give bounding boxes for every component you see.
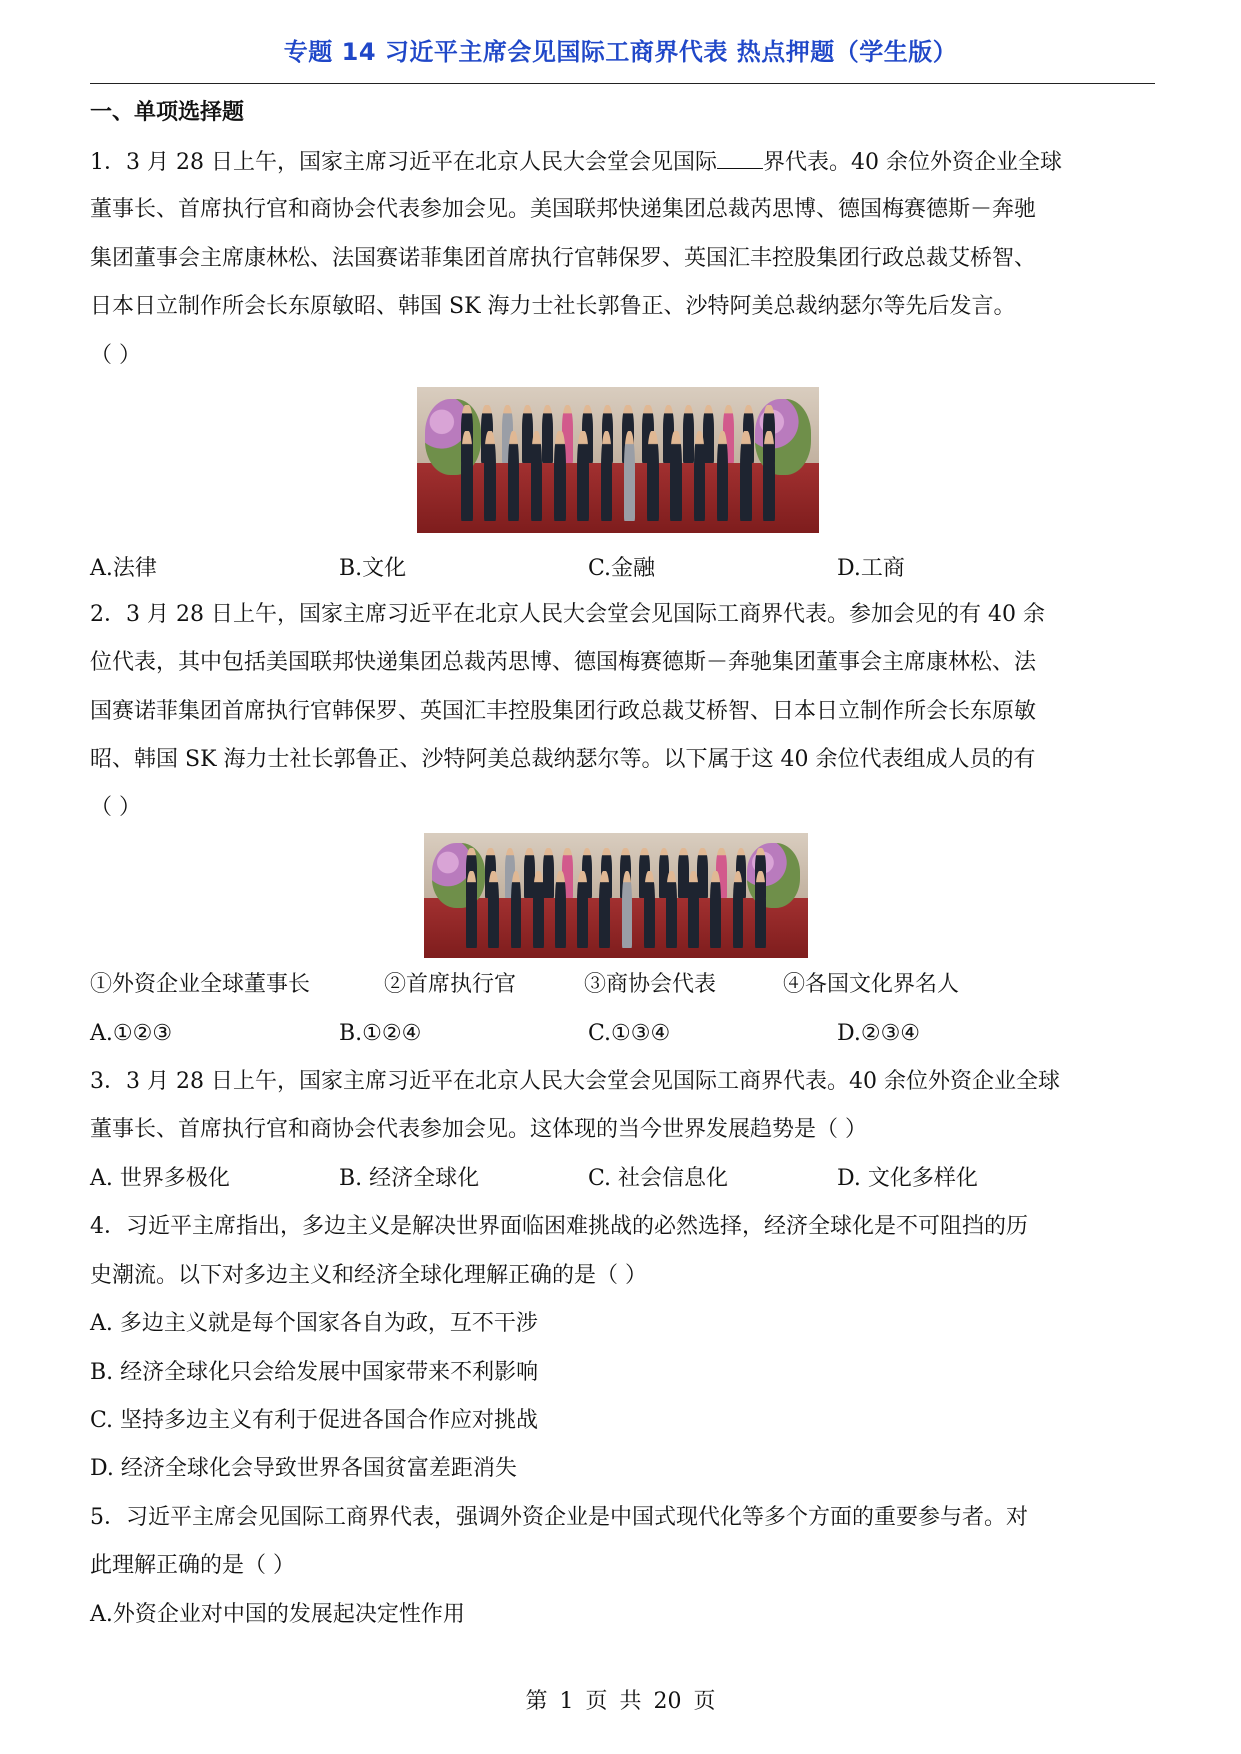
q2-option-a: A.①②③	[90, 1021, 173, 1046]
q2-statement-2: ②首席执行官	[384, 972, 517, 997]
total-page-number: 20	[653, 1689, 682, 1714]
header-divider	[90, 83, 1155, 84]
q5-line-1: 5．习近平主席会见国际工商界代表，强调外资企业是中国式现代化等多个方面的重要参与者。对	[90, 1505, 1029, 1530]
section-title: 一、单项选择题	[90, 100, 245, 125]
q5-line-2: 此理解正确的是（ ）	[90, 1553, 295, 1578]
q2-line-3: 国赛诺菲集团首席执行官韩保罗、英国汇丰控股集团行政总裁艾桥智、日本日立制作所会长东原敏	[90, 699, 1037, 724]
q2-statement-3: ③商协会代表	[584, 972, 717, 997]
q2-answer-bracket: （ ）	[90, 795, 141, 820]
q1-line-4: 日本日立制作所会长东原敏昭、韩国 SK 海力士社长郭鲁正、沙特阿美总裁纳瑟尔等先后发言。	[90, 294, 1016, 319]
q1-option-a: A.法律	[90, 556, 157, 581]
q1-fill-blank	[717, 146, 763, 169]
q2-option-b: B.①②④	[339, 1021, 422, 1046]
current-page-number: 1	[559, 1689, 574, 1714]
q1-option-d: D.工商	[837, 556, 905, 581]
q2-option-c: C.①③④	[588, 1021, 671, 1046]
q2-option-d: D.②③④	[837, 1021, 921, 1046]
q2-line-4: 昭、韩国 SK 海力士社长郭鲁正、沙特阿美总裁纳瑟尔等。以下属于这 40 余位代表组成人员的有	[90, 747, 1036, 772]
q4-option-d: D. 经济全球化会导致世界各国贫富差距消失	[90, 1456, 517, 1481]
q2-line-2: 位代表，其中包括美国联邦快递集团总裁芮思博、德国梅赛德斯－奔驰集团董事会主席康林松、法	[90, 650, 1037, 675]
q5-option-a: A.外资企业对中国的发展起决定性作用	[90, 1602, 465, 1627]
page-header-title: 专题 14 习近平主席会见国际工商界代表 热点押题（学生版）	[283, 38, 958, 66]
q3-line-1: 3．3 月 28 日上午，国家主席习近平在北京人民大会堂会见国际工商界代表。40 余位外资企业全球	[90, 1069, 1060, 1094]
q3-option-a: A. 世界多极化	[90, 1166, 230, 1191]
q1-option-c: C.金融	[588, 556, 656, 581]
q2-statement-1: ①外资企业全球董事长	[90, 972, 311, 997]
q1-line-2: 董事长、首席执行官和商协会代表参加会见。美国联邦快递集团总裁芮思博、德国梅赛德斯－奔驰	[90, 197, 1037, 222]
q3-line-2: 董事长、首席执行官和商协会代表参加会见。这体现的当今世界发展趋势是（ ）	[90, 1117, 867, 1142]
q4-line-1: 4．习近平主席指出，多边主义是解决世界面临困难挑战的必然选择，经济全球化是不可阻挡的历	[90, 1214, 1029, 1239]
q3-option-d: D. 文化多样化	[837, 1166, 978, 1191]
q1-line-1: 1．3 月 28 日上午，国家主席习近平在北京人民大会堂会见国际 界代表。40 余位外资企业全球	[90, 146, 1062, 179]
q3-option-c: C. 社会信息化	[588, 1166, 729, 1191]
q1-option-b: B.文化	[339, 556, 407, 581]
q2-line-1: 2．3 月 28 日上午，国家主席习近平在北京人民大会堂会见国际工商界代表。参加会见的有 40 余	[90, 602, 1045, 627]
q4-option-a: A. 多边主义就是每个国家各自为政，互不干涉	[90, 1311, 538, 1336]
q1-line-3: 集团董事会主席康林松、法国赛诺菲集团首席执行官韩保罗、英国汇丰控股集团行政总裁艾桥智、	[90, 246, 1037, 271]
q4-line-2: 史潮流。以下对多边主义和经济全球化理解正确的是（ ）	[90, 1263, 647, 1288]
q1-answer-bracket: （ ）	[90, 343, 141, 368]
q3-option-b: B. 经济全球化	[339, 1166, 480, 1191]
group-photo-2	[424, 833, 808, 958]
q2-statement-4: ④各国文化界名人	[783, 972, 960, 997]
q4-option-b: B. 经济全球化只会给发展中国家带来不利影响	[90, 1360, 539, 1385]
q4-option-c: C. 坚持多边主义有利于促进各国合作应对挑战	[90, 1408, 539, 1433]
group-photo-1	[417, 387, 819, 533]
page-footer: 第 1 页 共 20 页	[525, 1689, 716, 1714]
